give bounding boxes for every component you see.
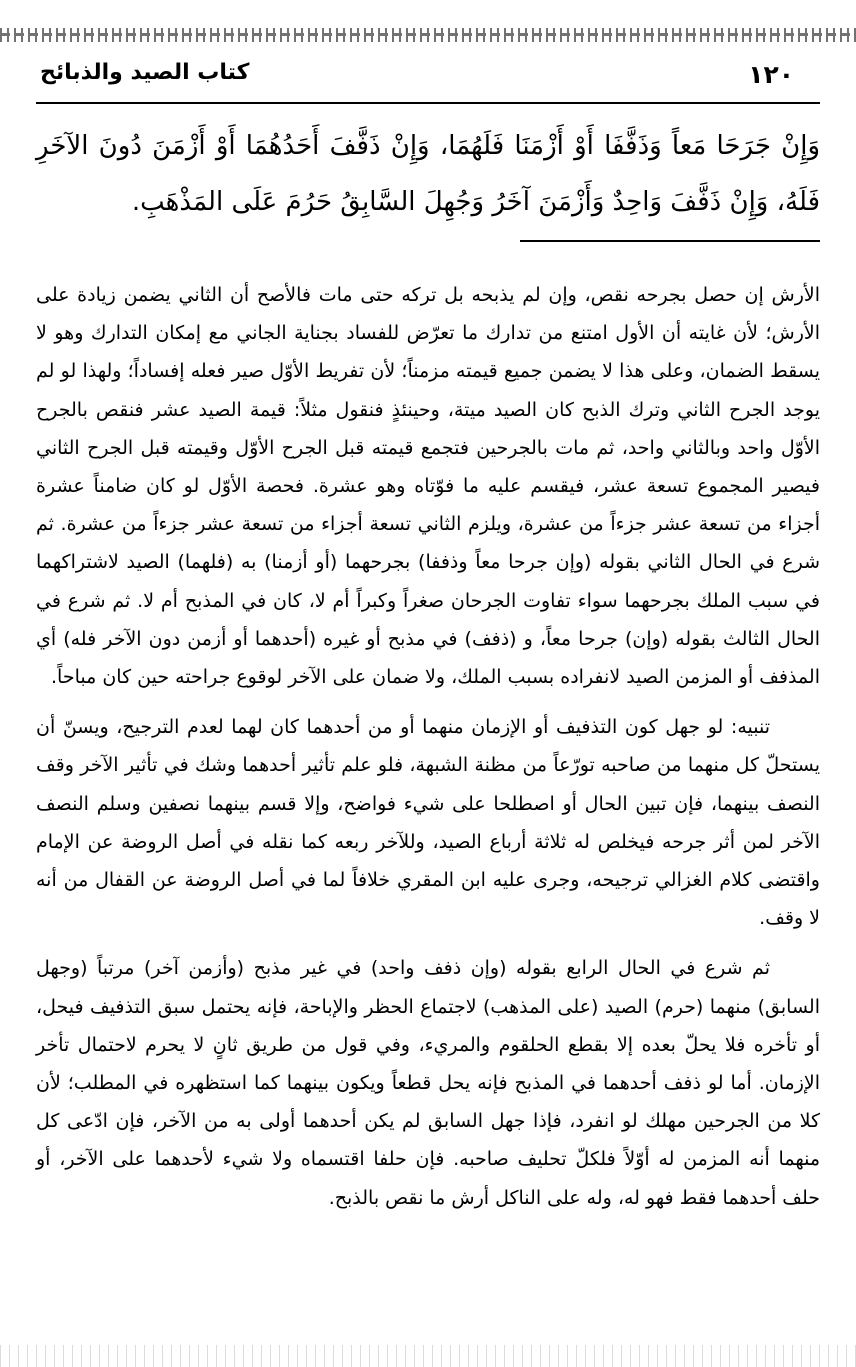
page-header: [40, 58, 816, 98]
commentary: [36, 276, 820, 1229]
header-rule: [36, 102, 820, 104]
commentary-paragraph: ثم شرع في الحال الرابع بقوله (وإن ذفف واحد) في غير مذبح (وأزمن آخر) مرتباً (وجهل السابق) منهما (حرم) الصيد (على المذهب) لاجتماع الحظر والإباحة، فإنه يحتمل سبق التذفيف فيحل، أو تأخره فلا يحلّ بعده إلا بقطع الحلقوم والمريء، وفي قول من طريق ثانٍ لا يحرم لاحتمال تأخر الإزمان. أما لو ذفف أحدهما في المذبح فإنه يحل قطعاً ويكون بينهما كما استظهره في المطلب؛ لأن كلا من الجرحين مهلك لو انفرد، فإذا جهل السابق لم يكن أحدهما أولى به من الآخر، فإن ادّعى كل منهما أنه المزمن له أوّلاً فلكلّ تحليف صاحبه. فإن حلفا اقتسماه ولا شيء لأحدهما على الآخر، أو حلف أحدهما فقط فهو له، وله على الناكل أرش ما نقص بالذبح.: [36, 957, 820, 1209]
commentary-paragraph: تنبيه: لو جهل كون التذفيف أو الإزمان منهما أو من أحدهما كان لهما لعدم الترجيح، ويسنّ أن يستحلّ كل منهما من صاحبه تورّعاً من مظنة الشبهة، فلو علم تأثير أحدهما وشك في تأثير الآخر وقف النصف بينهما، فإن تبين الحال أو اصطلحا على شيء فواضح، وإلا قسم بينهما نصفين وسلم النصف الآخر لمن أثر جرحه فيخلص له ثلاثة أرباع الصيد، وللآخر ربعه كما نقله في أصل الروضة عن الإمام واقتضى كلام الغزالي ترجيحه، وجرى عليه ابن المقري خلافاً لما في أصل الروضة عن القفال من أنه لا وقف.: [36, 716, 820, 930]
running-title: كتاب الصيد والذبائح: [40, 60, 250, 85]
main-text: وَإِنْ جَرَحَا مَعاً وَذَفَّفَا أَوْ أَزْمَنَا فَلَهُمَا، وَإِنْ ذَفَّفَ أَحَدُهُمَا أَوْ أَزْمَنَ دُونَ الآخَرِ فَلَهُ، وَإِنْ ذَفَّفَ وَاحِدٌ وَأَزْمَنَ آخَرُ وَجُهِلَ السَّابِقُ حَرُمَ عَلَى المَذْهَبِ.: [36, 131, 820, 217]
ornamental-border: [0, 28, 856, 42]
page-number: ١٢٠: [748, 60, 794, 89]
section-divider: [520, 240, 820, 242]
scan-edge: [0, 1345, 856, 1367]
commentary-paragraph: الأرش إن حصل بجرحه نقص، وإن لم يذبحه بل تركه حتى مات فالأصح أن الثاني يضمن زيادة على الأرش؛ لأن غايته أن الأول امتنع من تدارك ما تعرّض للفساد بجناية الجاني مع إمكان التدارك وهو لا يسقط الضمان، وعلى هذا لا يضمن جميع قيمته مزمناً؛ لأن تفريط الأوّل صير فعله إفساداً؛ ولهذا لو لم يوجد الجرح الثاني وترك الذبح كان الصيد ميتة، وحينئذٍ فنقول مثلاً: قيمة الصيد عشر فنقص بالجرح الأوّل واحد وبالثاني واحد، ثم مات بالجرحين فتجمع قيمته قبل الجرح الأوّل وقيمته قبل الجرح الثاني فيصير المجموع تسعة عشر، فيقسم عليه ما فوّتاه وهو عشرة. فحصة الأوّل لو كان ضامناً عشرة أجزاء من تسعة عشر جزءاً من عشرة، ويلزم الثاني تسعة أجزاء من تسعة عشر جزءاً من عشرة. ثم شرع في الحال الثاني بقوله (وإن جرحا معاً وذففا) بجرحهما (أو أزمنا) به (فلهما) الصيد لاشتراكهما في سبب الملك بجرحهما سواء تفاوت الجرحان صغراً وكبراً أم لا، كان في المذبح أم لا. ثم شرع في الحال الثالث بقوله (وإن) جرحا معاً، و (ذفف) في مذبح أو غيره (أحدهما أو أزمن دون الآخر فله) أي المذفف أو المزمن الصيد لانفراده بسبب الملك، ولا ضمان على الآخر لوقوع جراحته حين كان مباحاً.: [36, 284, 820, 689]
